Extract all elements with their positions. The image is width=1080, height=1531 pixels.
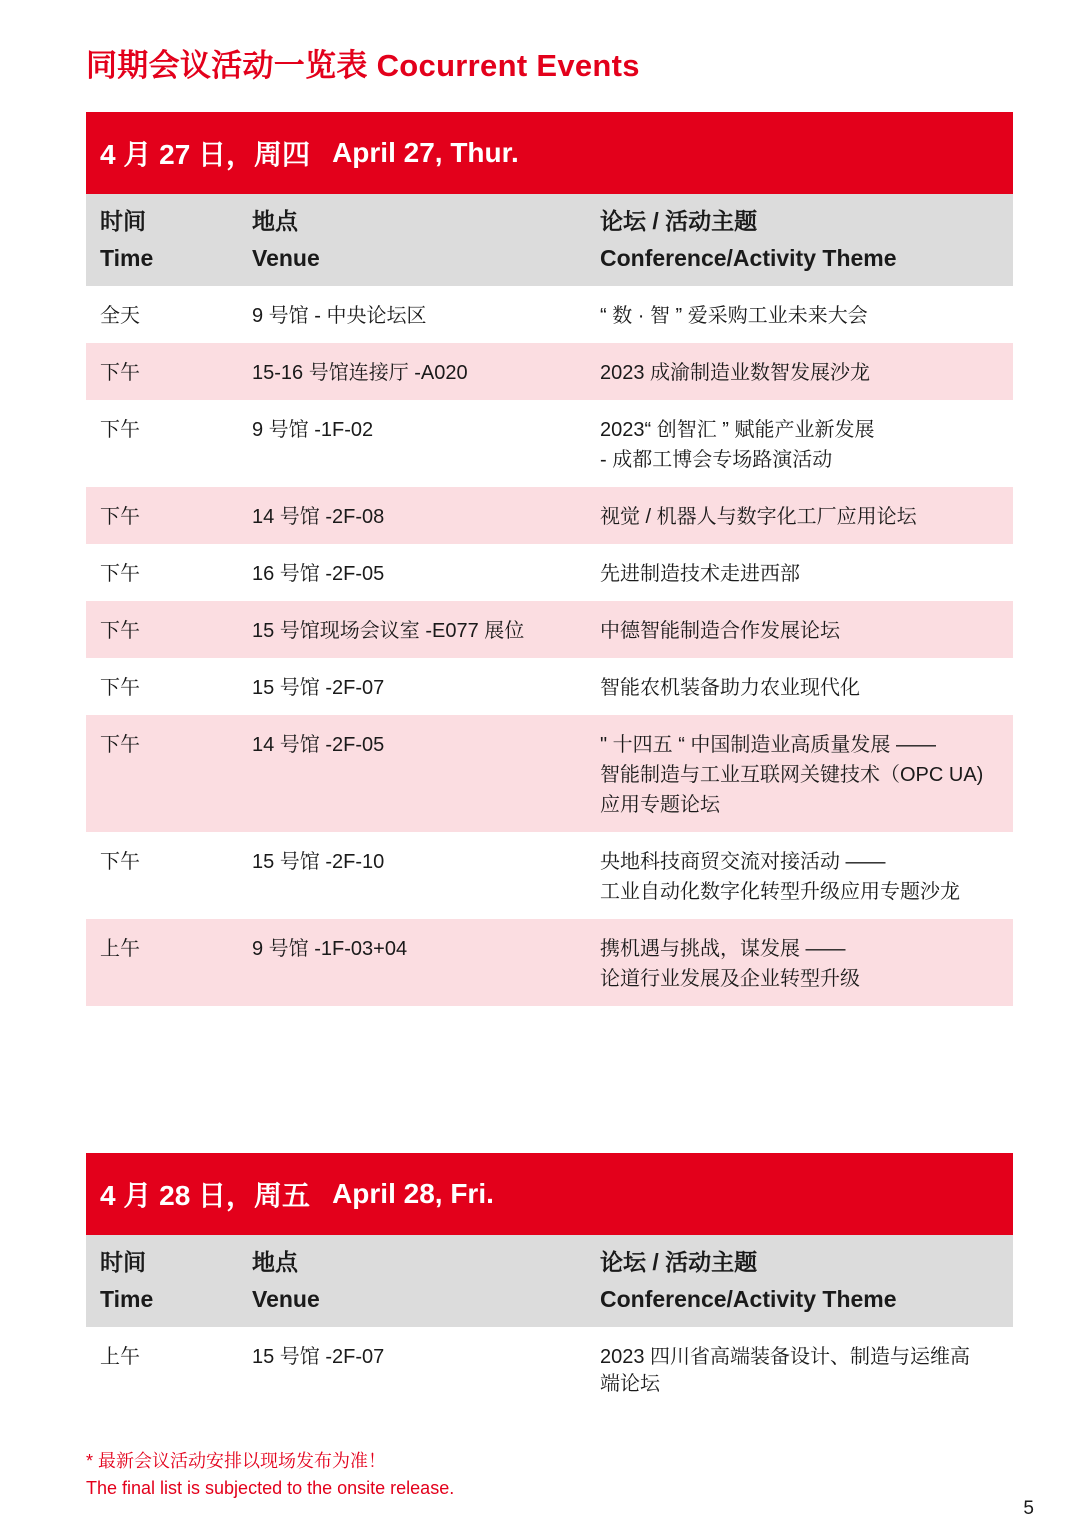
event-time: 下午 xyxy=(100,419,140,441)
table-row xyxy=(86,343,1013,400)
event-time: 下午 xyxy=(86,487,238,544)
event-theme-line: 应用专题论坛 xyxy=(600,794,720,816)
table-row xyxy=(86,658,1013,715)
event-time: 上午 xyxy=(100,1346,140,1368)
day-date-cn: 4 月 28 日，周五 xyxy=(100,1180,311,1211)
event-theme xyxy=(586,715,1013,832)
footnote-en: The final list is subjected to the onsite release. xyxy=(86,1478,455,1498)
event-theme xyxy=(586,343,1013,400)
day-header xyxy=(86,1153,1013,1235)
column-header-time: 时间 Time xyxy=(86,194,238,286)
day-schedule-april-28 xyxy=(86,1153,1013,1410)
events-table xyxy=(86,194,1013,1006)
event-theme-line: 端论坛 xyxy=(600,1373,660,1395)
event-venue: 9 号馆 - 中央论坛区 xyxy=(252,305,427,327)
event-theme-line: 论道行业发展及企业转型升级 xyxy=(600,968,860,990)
event-venue: 14 号馆 -2F-08 xyxy=(238,487,586,544)
event-theme-line: 2023 成渝制造业数智发展沙龙 xyxy=(600,362,871,384)
event-venue: 14 号馆 -2F-05 xyxy=(238,715,586,832)
table-row xyxy=(86,400,1013,487)
event-venue: 15-16 号馆连接厅 -A020 xyxy=(238,343,586,400)
table-row xyxy=(86,832,1013,919)
event-time: 下午 xyxy=(100,563,140,585)
event-theme xyxy=(586,544,1013,601)
event-theme xyxy=(586,601,1013,658)
event-theme xyxy=(586,919,1013,1006)
event-theme-line: 央地科技商贸交流对接活动 —— xyxy=(600,851,886,873)
event-time: 下午 xyxy=(100,851,140,873)
column-header-venue: 地点 Venue xyxy=(238,194,586,286)
table-header-row xyxy=(86,194,1013,286)
table-row xyxy=(86,544,1013,601)
event-venue: 15 号馆 -2F-10 xyxy=(252,851,385,873)
table-row xyxy=(86,1327,1013,1410)
day-date-en: April 27, Thur. xyxy=(332,137,519,168)
column-header-time: 时间 Time xyxy=(86,1235,238,1327)
event-theme xyxy=(586,658,1013,715)
page-title: 同期会议活动一览表 Cocurrent Events xyxy=(86,48,640,83)
event-time: 下午 xyxy=(86,601,238,658)
event-theme-line: 携机遇与挑战，谋发展 —— xyxy=(600,938,846,960)
page-number: 5 xyxy=(1023,1498,1034,1519)
day-schedule-april-27 xyxy=(86,112,1013,1006)
event-time: 下午 xyxy=(86,343,238,400)
event-venue: 15 号馆 -2F-07 xyxy=(252,677,385,699)
day-date-en: April 28, Fri. xyxy=(332,1178,494,1209)
day-header xyxy=(86,112,1013,194)
events-table xyxy=(86,1235,1013,1410)
event-theme-line: 2023 四川省高端装备设计、制造与运维高 xyxy=(600,1346,971,1368)
event-theme-line: 视觉 / 机器人与数字化工厂应用论坛 xyxy=(600,506,917,528)
event-theme-line: " 十四五 “ 中国制造业高质量发展 —— xyxy=(600,734,936,756)
event-theme-line: 中德智能制造合作发展论坛 xyxy=(600,620,840,642)
table-row xyxy=(86,286,1013,343)
event-theme-line: - 成都工博会专场路演活动 xyxy=(600,449,833,471)
event-theme-line: 工业自动化数字化转型升级应用专题沙龙 xyxy=(600,881,960,903)
column-header-venue: 地点 Venue xyxy=(238,1235,586,1327)
event-venue: 15 号馆现场会议室 -E077 展位 xyxy=(238,601,586,658)
event-theme xyxy=(586,286,1013,343)
event-venue: 15 号馆 -2F-07 xyxy=(252,1346,385,1368)
event-theme xyxy=(586,832,1013,919)
event-time: 下午 xyxy=(100,677,140,699)
table-row xyxy=(86,601,1013,658)
day-date-cn: 4 月 27 日，周四 xyxy=(100,139,311,170)
column-header-theme: 论坛 / 活动主题 Conference/Activity Theme xyxy=(586,194,1013,286)
table-row xyxy=(86,487,1013,544)
column-header-theme: 论坛 / 活动主题 Conference/Activity Theme xyxy=(586,1235,1013,1327)
table-row xyxy=(86,919,1013,1006)
table-row xyxy=(86,715,1013,832)
event-theme-line: “ 数 · 智 ” 爱采购工业未来大会 xyxy=(600,305,868,327)
footnote-cn: * 最新会议活动安排以现场发布为准！ xyxy=(86,1451,387,1471)
event-time: 上午 xyxy=(86,919,238,1006)
event-time: 全天 xyxy=(100,305,140,327)
event-theme-line: 2023“ 创智汇 ” 赋能产业新发展 xyxy=(600,419,875,441)
event-theme-line: 智能制造与工业互联网关键技术（OPC UA) xyxy=(600,764,984,786)
event-time: 下午 xyxy=(86,715,238,832)
event-venue: 9 号馆 -1F-03+04 xyxy=(238,919,586,1006)
event-venue: 9 号馆 -1F-02 xyxy=(252,419,374,441)
event-venue: 16 号馆 -2F-05 xyxy=(252,563,385,585)
footnote xyxy=(86,1448,454,1502)
event-theme-line: 先进制造技术走进西部 xyxy=(600,563,800,585)
event-theme xyxy=(586,487,1013,544)
table-header-row xyxy=(86,1235,1013,1327)
event-theme xyxy=(586,1327,1013,1410)
event-theme xyxy=(586,400,1013,487)
event-theme-line: 智能农机装备助力农业现代化 xyxy=(600,677,860,699)
